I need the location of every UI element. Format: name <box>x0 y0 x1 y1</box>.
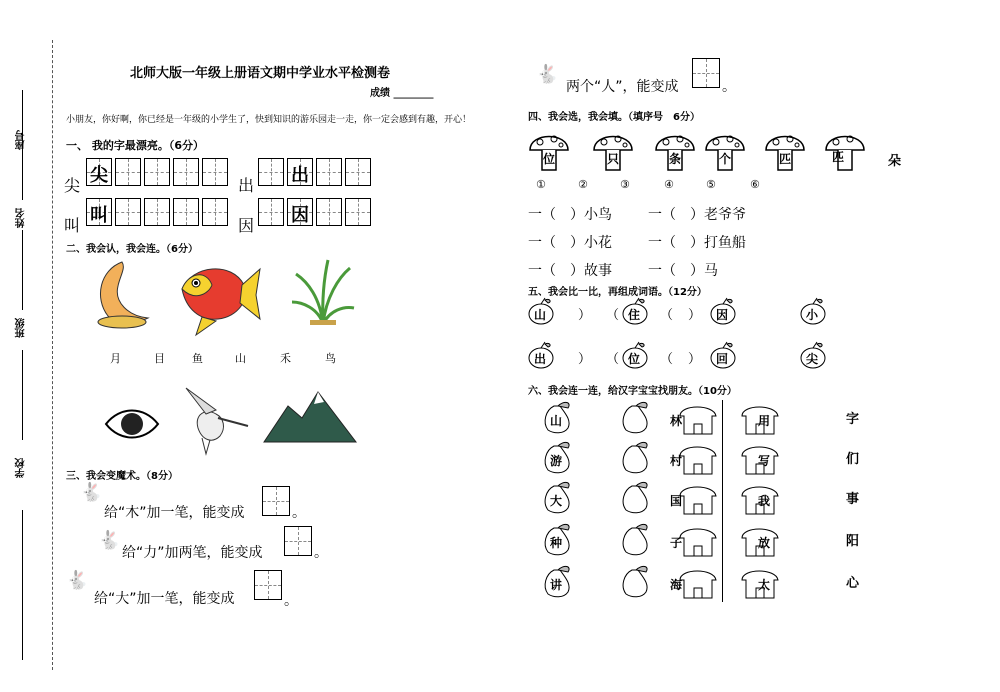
sec4-fill: 一（ ）老爷爷 <box>648 207 746 223</box>
binding-label-class: 班级 <box>16 318 27 338</box>
house-char: 子 <box>670 536 683 550</box>
sec2-word: 月 <box>110 352 121 365</box>
rabbit-icon: 🐇 <box>98 530 121 551</box>
house-icon <box>670 480 720 516</box>
sec3-item: 给“大”加一笔，能变成 <box>94 591 235 607</box>
fish-picture <box>172 255 262 337</box>
sec1-title: 一、 我的字最漂亮。（6分） <box>66 139 204 152</box>
pear-char: 讲 <box>550 578 563 592</box>
apple-char: 尖 <box>806 352 819 366</box>
mountain-picture <box>262 386 358 446</box>
sec2-title: 二、我会认，我会连。（6分） <box>66 244 198 255</box>
mushroom-icon <box>704 128 746 174</box>
house-char: 太 <box>758 578 771 592</box>
pear-char: 游 <box>550 454 563 468</box>
mushroom-label: 只 <box>607 152 620 166</box>
sec4-num: ④ <box>664 178 674 191</box>
pear-icon <box>618 400 652 434</box>
far-char: 字 <box>846 412 860 427</box>
mushroom-icon <box>528 128 570 174</box>
apple-char: 因 <box>716 308 729 322</box>
moon-picture <box>92 258 154 330</box>
model-char: 叫 <box>90 205 108 226</box>
house-icon <box>738 440 782 476</box>
paren: （ <box>606 352 620 367</box>
sec3-item: 给“木”加一笔，能变成 <box>104 505 245 521</box>
apple-icon <box>620 296 650 326</box>
apple-char: 出 <box>534 352 547 366</box>
mushroom-label: 位 <box>543 152 556 166</box>
writing-grid <box>258 198 371 226</box>
apple-icon <box>620 340 650 370</box>
house-icon <box>670 440 720 476</box>
writing-grid <box>258 158 371 186</box>
pear-icon <box>618 480 652 514</box>
sec4-num: ② <box>578 178 588 191</box>
fold-line <box>52 40 53 670</box>
house-char: 村 <box>670 454 683 468</box>
eye-picture <box>104 404 160 444</box>
sec6-title: 六、我会连一连，给汉字宝宝找朋友。（10分） <box>528 386 737 397</box>
house-char: 写 <box>758 454 771 468</box>
sec2-word: 禾 <box>280 352 291 365</box>
paren: （ <box>660 308 674 323</box>
sec2-word: 鸟 <box>325 352 336 365</box>
sec4-num: ⑥ <box>750 178 760 191</box>
apple-char: 位 <box>628 352 641 366</box>
far-char: 阳 <box>846 534 860 549</box>
paren: ） <box>688 352 702 367</box>
period: 。 <box>292 505 306 521</box>
page-title: 北师大版一年级上册语文期中学业水平检测卷 <box>130 66 391 81</box>
paren: （ <box>660 352 674 367</box>
pear-icon <box>540 564 574 598</box>
sec4-num: ⑤ <box>706 178 716 191</box>
sec2-word: 目 <box>154 352 165 365</box>
rabbit-icon: 🐇 <box>66 570 89 591</box>
answer-box <box>262 486 290 516</box>
pear-icon <box>618 564 652 598</box>
binding-line-name <box>22 230 23 310</box>
house-icon <box>670 564 720 600</box>
house-char: 林 <box>670 414 683 428</box>
pear-icon <box>540 480 574 514</box>
house-icon <box>738 564 782 600</box>
sec5-title: 五、我会比一比，再组成词语。（12分） <box>528 287 707 298</box>
far-char: 心 <box>846 576 860 591</box>
sec4-fill: 一（ ）小花 <box>528 235 612 251</box>
divider-line <box>722 400 723 602</box>
sec4-fill: 一（ ）故事 <box>528 263 612 279</box>
period: 。 <box>314 545 328 561</box>
binding-line-school <box>22 510 23 660</box>
binding-label-school: 学校 <box>16 458 27 478</box>
apple-icon <box>526 340 556 370</box>
answer-box <box>284 526 312 556</box>
pear-icon <box>618 440 652 474</box>
sec1-char: 尖 <box>64 176 81 195</box>
sec2-word: 山 <box>235 352 246 365</box>
writing-grid <box>86 158 228 186</box>
apple-char: 回 <box>716 352 729 366</box>
house-char: 用 <box>758 414 771 428</box>
apple-icon <box>798 296 828 326</box>
score-label: 成绩 ________ <box>370 88 434 99</box>
mushroom-label: 匹 <box>832 150 845 164</box>
pear-icon <box>540 522 574 556</box>
house-icon <box>670 522 720 558</box>
model-char: 尖 <box>90 165 108 186</box>
sec3-title: 三、我会变魔术。（8分） <box>66 471 178 482</box>
far-char: 们 <box>846 452 860 467</box>
mushroom-icon <box>764 128 806 174</box>
apple-icon <box>526 296 556 326</box>
grain-picture <box>288 258 358 328</box>
intro-text: 小朋友，你好啊，你已经是一年级的小学生了，快到知识的游乐园走一走，你一定会感到有趣，开心！ <box>66 115 472 125</box>
sec4-num: ③ <box>620 178 630 191</box>
binding-label-seat: 座号 <box>16 130 27 150</box>
apple-char: 住 <box>628 308 641 322</box>
answer-box <box>692 58 720 88</box>
mushroom-label: 条 <box>669 152 682 166</box>
bird-picture <box>176 384 250 456</box>
apple-char: 山 <box>534 308 547 322</box>
sec4-fill: 一（ ）小鸟 <box>528 207 612 223</box>
sec2-word: 鱼 <box>192 352 203 365</box>
binding-line-class <box>22 350 23 440</box>
paren: ） <box>578 308 592 323</box>
binding-label-name: 姓名 <box>16 208 27 228</box>
apple-icon <box>708 340 738 370</box>
sec3-item: 给“力”加两笔，能变成 <box>122 545 263 561</box>
sec4-fill: 一（ ）马 <box>648 263 718 279</box>
sec4-fill: 一（ ）打鱼船 <box>648 235 746 251</box>
apple-icon <box>798 340 828 370</box>
house-icon <box>738 400 782 436</box>
model-char: 因 <box>291 205 309 226</box>
house-icon <box>670 400 720 436</box>
apple-icon <box>708 296 738 326</box>
rabbit-icon: 🐇 <box>80 482 103 503</box>
sec3-extra: 两个“人”，能变成 <box>566 79 679 95</box>
pear-char: 山 <box>550 414 563 428</box>
period: 。 <box>722 79 736 95</box>
house-icon <box>738 522 782 558</box>
sec1-char: 因 <box>238 216 255 235</box>
sec1-char: 叫 <box>64 216 81 235</box>
model-char: 出 <box>291 165 309 186</box>
mushroom-icon <box>592 128 634 174</box>
far-char: 事 <box>846 492 860 507</box>
pear-icon <box>618 522 652 556</box>
pear-icon <box>540 440 574 474</box>
mushroom-label: 朵 <box>888 154 902 169</box>
house-char: 国 <box>670 494 683 508</box>
mushroom-icon <box>654 128 696 174</box>
house-char: 海 <box>670 578 683 592</box>
rabbit-icon: 🐇 <box>536 64 559 85</box>
writing-grid <box>86 198 228 226</box>
house-icon <box>738 480 782 516</box>
pear-char: 大 <box>550 494 563 508</box>
answer-box <box>254 570 282 600</box>
house-char: 我 <box>758 494 771 508</box>
pear-char: 种 <box>550 536 563 550</box>
house-char: 放 <box>758 536 771 550</box>
mushroom-label: 个 <box>719 152 732 166</box>
sec4-title: 四、我会选，我会填。（填序号 6分） <box>528 112 700 123</box>
mushroom-icon <box>824 128 866 174</box>
paren: （ <box>606 308 620 323</box>
apple-char: 小 <box>806 308 819 322</box>
sec4-num: ① <box>536 178 546 191</box>
period: 。 <box>284 593 298 609</box>
paren: ） <box>578 352 592 367</box>
paren: ） <box>688 308 702 323</box>
mushroom-label: 匹 <box>779 152 792 166</box>
sec1-char: 出 <box>238 176 255 195</box>
pear-icon <box>540 400 574 434</box>
